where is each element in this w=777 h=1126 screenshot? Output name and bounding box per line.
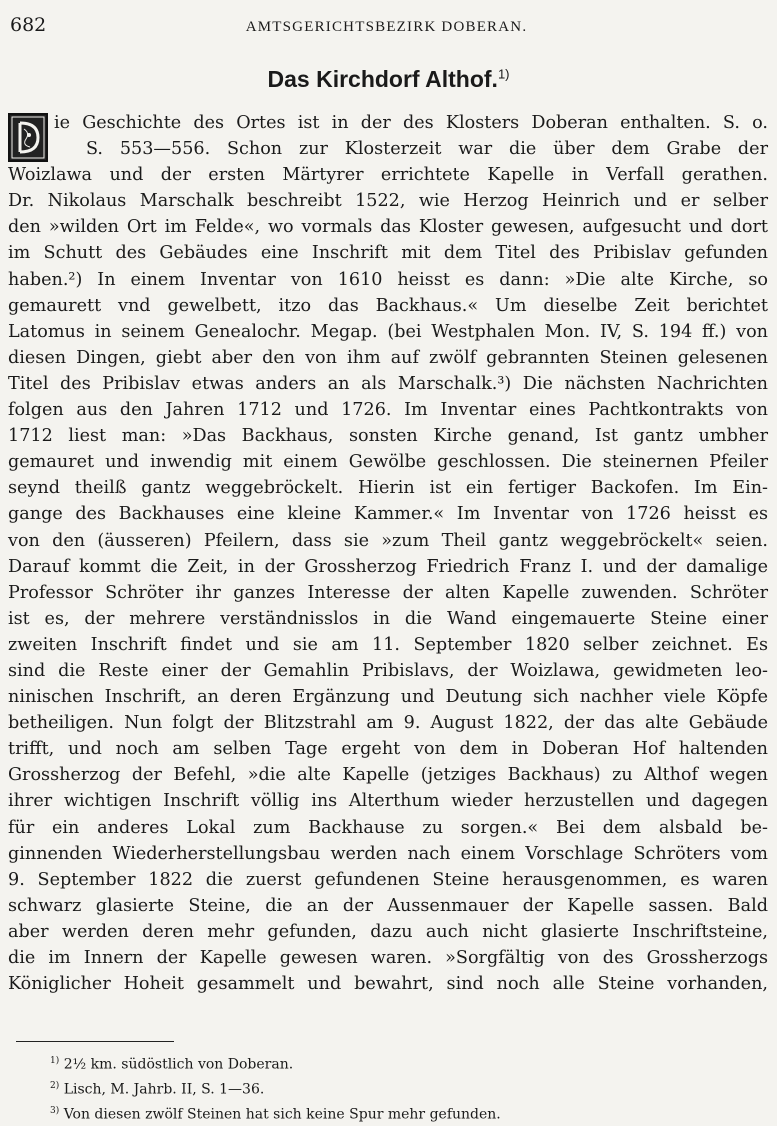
body-line: gange des Backhauses eine kleine Kammer.« Im Inventar von 1726 heisst es xyxy=(8,504,768,525)
body-line: ist es, der mehrere verständnisslos in die Wand eingemauerte Steine einer xyxy=(8,608,768,629)
body-line: haben.²) In einem Inventar von 1610 heisst es dann: »Die alte Kirche, so xyxy=(8,269,768,290)
body-line: schwarz glasierte Steine, die an der Aussenmauer der Kapelle sassen. Bald xyxy=(8,895,768,916)
footnote-text: 2½ km. südöstlich von Doberan. xyxy=(63,1056,294,1073)
body-text xyxy=(8,110,768,997)
body-line: von den (äusseren) Pfeilern, dass sie »zum Theil gantz weggebröckelt« seien. xyxy=(8,530,768,551)
body-line: Grossherzog der Befehl, »die alte Kapelle (jetziges Backhaus) zu Althof wegen xyxy=(8,765,768,786)
body-line: ie Geschichte des Ortes ist in der des Klosters Doberan enthalten. S. o. xyxy=(54,113,768,133)
body-line: trifft, und noch am selben Tage ergeht von dem in Doberan Hof haltenden xyxy=(8,739,768,760)
body-line: gemaurett vnd gewelbett, itzo das Backhaus.« Um dieselbe Zeit berichtet xyxy=(8,295,768,316)
body-line: Latomus in seinem Genealochr. Megap. (bei Westphalen Mon. IV, S. 194 ff.) von xyxy=(8,321,768,342)
footnote-mark: 2) xyxy=(50,1081,60,1092)
body-line: seynd theilß gantz weggebröckelt. Hierin ist ein fertiger Backofen. Im Ein- xyxy=(8,478,768,499)
body-line: im Schutt des Gebäudes eine Inschrift mit dem Titel des Pribislav gefunden xyxy=(8,243,768,264)
body-line: den »wilden Ort im Felde«, wo vormals das Kloster gewesen, aufgesucht und dort xyxy=(8,217,768,238)
body-line: ninischen Inschrift, an deren Ergänzung und Deutung sich nachher viele Köpfe xyxy=(8,687,768,708)
body-line: 1712 liest man: »Das Backhaus, sonsten Kirche genand, Ist gantz umbher xyxy=(8,426,768,447)
section-title-text: Das Kirchdorf Althof. xyxy=(267,66,498,92)
body-line: ihrer wichtigen Inschrift völlig ins Alterthum wieder herzustellen und dagegen xyxy=(8,791,768,812)
body-line: Darauf kommt die Zeit, in der Grossherzog Friedrich Franz I. und der damalige xyxy=(8,556,768,577)
drop-cap-d-ornament xyxy=(8,113,48,162)
body-line: aber werden deren mehr gefunden, dazu auch nicht glasierte Inschriftsteine, xyxy=(8,921,768,942)
body-line: Professor Schröter ihr ganzes Interesse der alten Kapelle zuwenden. Schröter xyxy=(8,582,768,603)
body-line: zweiten Inschrift findet und sie am 11. September 1820 selber zeichnet. Es xyxy=(8,634,768,655)
running-head: AMTSGERICHTSBEZIRK DOBERAN. xyxy=(245,19,528,35)
body-line: Titel des Pribislav etwas anders an als Marschalk.³) Die nächsten Nachrichten xyxy=(8,373,768,394)
footnote-2 xyxy=(50,1076,750,1101)
body-line: sind die Reste einer der Gemahlin Pribislavs, der Woizlawa, gewidmeten leo- xyxy=(8,660,768,681)
body-line: Woizlawa und der ersten Märtyrer errichtete Kapelle in Verfall gerathen. xyxy=(8,165,768,186)
title-footnote-mark: 1) xyxy=(497,66,510,82)
body-line: für ein anderes Lokal zum Backhause zu sorgen.« Bei dem alsbald be- xyxy=(8,817,768,838)
body-line: gemauret und inwendig mit einem Gewölbe geschlossen. Die steinernen Pfeiler xyxy=(8,452,768,473)
footnote-mark: 1) xyxy=(50,1056,60,1066)
body-line: die im Innern der Kapelle gewesen waren. »Sorgfältig von des Grossherzogs xyxy=(8,948,768,968)
body-line: ginnenden Wiederherstellungsbau werden nach einem Vorschlage Schröters vom xyxy=(8,843,768,864)
ornamental-initial-icon xyxy=(10,115,46,160)
footnote-text: Lisch, M. Jahrb. II, S. 1—36. xyxy=(63,1081,265,1098)
page-number: 682 xyxy=(10,14,47,36)
body-line: Königlicher Hoheit gesammelt und bewahrt, sind noch alle Steine vorhanden, xyxy=(8,974,768,995)
footnote-1 xyxy=(50,1051,750,1076)
body-line: betheiligen. Nun folgt der Blitzstrahl am 9. August 1822, der das alte Gebäude xyxy=(8,713,768,734)
body-line: folgen aus den Jahren 1712 und 1726. Im Inventar eines Pachtkontrakts von xyxy=(8,400,768,421)
footnote-divider xyxy=(16,1041,174,1042)
footnote-mark: 3) xyxy=(50,1106,60,1117)
page-header xyxy=(10,14,763,36)
body-line: 9. September 1822 die zuerst gefundenen Steine herausgenommen, es waren xyxy=(8,869,768,890)
section-title xyxy=(0,66,777,93)
footnote-text: Von diesen zwölf Steinen hat sich keine Spur mehr gefunden. xyxy=(63,1106,501,1123)
body-line: diesen Dingen, giebt aber den von ihm auf zwölf gebrannten Steinen gelesenen xyxy=(8,347,768,368)
footnote-3 xyxy=(50,1101,750,1126)
footnotes xyxy=(50,1051,750,1126)
body-line: S. 553—556. Schon zur Klosterzeit war die über dem Grabe der xyxy=(86,139,768,160)
body-line: Dr. Nikolaus Marschalk beschreibt 1522, wie Herzog Heinrich und er selber xyxy=(8,191,768,212)
